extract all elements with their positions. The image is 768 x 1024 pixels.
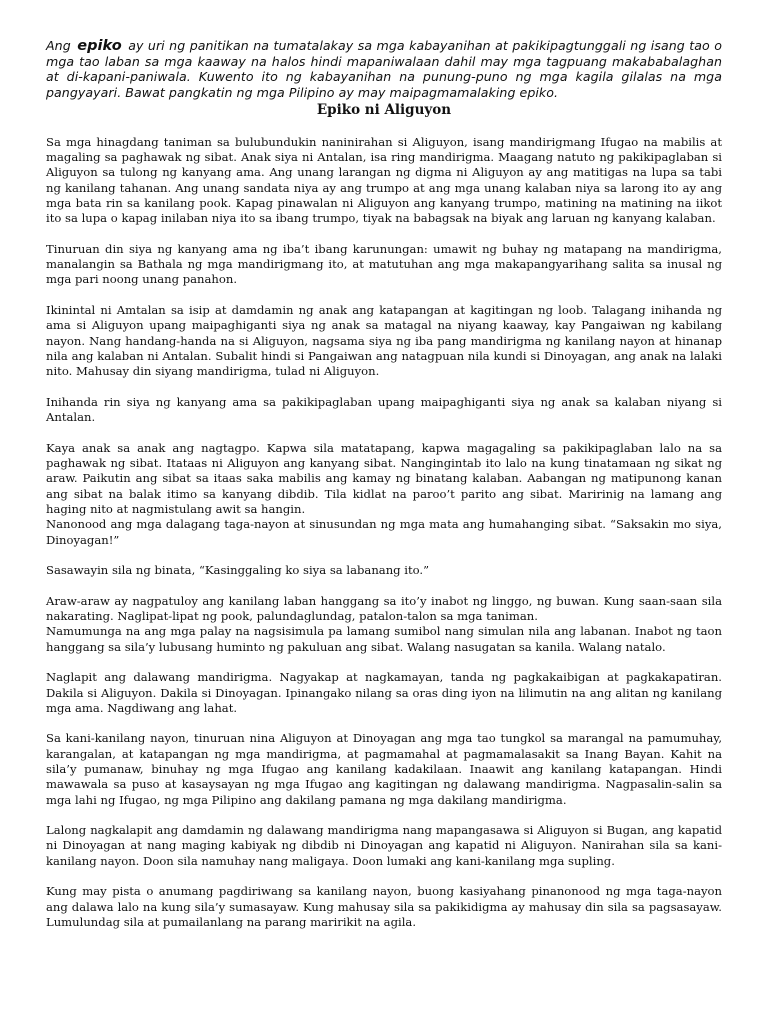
body-paragraph-3: Ikinintal ni Amtalan sa isip at damdamin ng anak ang katapangan at kagitingan ng loob. Talagang inihanda ng ama si Aliguyon upang maipaghiganti siya ng anak sa matagal na niyang kaaway, kay Pangaiwan ng kabilang nayon. Nang handang-handa na si Aliguyon, nagsama siya ng iba pang mandirigma ng kanilang nayon at hinanap nila ang kalaban ni Antalan. Subalit hindi si Pangaiwan ang natagpuan nila kundi si Dinoyagan, ang anak na lalaki nito. Mahusay din siyang mandirigma, tulad ni Aliguyon. [46,303,722,379]
intro-body: ay uri ng panitikan na tumatalakay sa mga kabayanihan at pakikipagtunggali ng isang tao o mga tao laban sa mga kaaway na halos hindi mapaniwalaan dahil may mga tagpuang makababalaghan at di-kapani-paniwala. Kuwento ito ng kabayanihan na punung-puno ng mga kagila gilalas na mga pangyayari. Bawat pangkatin ng mga Pilipino ay may maipagmamalaking epiko. [46,38,722,100]
body-paragraph-4: Inihanda rin siya ng kanyang ama sa pakikipaglaban upang maipaghiganti siya ng anak sa kalaban niyang si Antalan. [46,394,722,425]
body-paragraph-2: Tinuruan din siya ng kanyang ama ng iba’t ibang karunungan: umawit ng buhay ng matapang na mandirigma, manalangin sa Bathala ng mga mandirigmang ito, at matutuhan ang mga makapangyarihang salita sa inusal ng mga pari noong unang panahon. [46,241,722,287]
body-paragraph-12: Lalong nagkalapit ang damdamin ng dalawang mandirigma nang mapangasawa si Aliguyon si Bugan, ang kapatid ni Dinoyagan at nang maging kabiyak ng dibdib ni Dinoyagan ang kapatid ni Aliguyon. Nanirahan sila sa kani-kanilang nayon. Doon sila namuhay nang maligaya. Doon lumaki ang kani-kanilang mga supling. [46,823,722,868]
body-paragraph-5: Kaya anak sa anak ang nagtagpo. Kapwa sila matatapang, kapwa magagaling sa pakikipaglaban lalo na sa paghawak ng sibat. Itataas ni Aliguyon ang kanyang sibat. Nangingintab ito lalo na kung tinatamaan ng sikat ng araw. Paikutin ang sibat sa itaas saka mabilis ang kamay ng binatang kalaban. Aabangan ng matipunong kanan ang sibat na balak itimo sa kanyang dibdib. Tila kidlat na paroo’t parito ang sibat. Maririnig na lamang ang haging nito at nagmistulang awit sa hangin. [46,440,722,516]
body-paragraph-1: Sa mga hinagdang taniman sa bulubundukin naninirahan si Aliguyon, isang mandirigmang Ifugao na mabilis at magaling sa paghawak ng sibat. Anak siya ni Antalan, isa ring mandirigma. Maagang natuto ng pakikipaglaban si Aliguyon sa tulong ng kanyang ama. Ang unang larangan ng digma ni Aliguyon ay ang matitigas na lupa sa tabi ng kanilang tahanan. Ang unang sandata niya ay ang trumpo at ang mga unang kalaban niya sa larong ito ay ang mga bata rin sa kanilang pook. Kapag pinawalan ni Aliguyon ang kanyang trumpo, matining na matining na iikot ito sa lupa o kapag inilaban niya ito sa ibang trumpo, tiyak na babagsak na biyak ang laruan ng kanyang kalaban. [46,134,722,226]
body-paragraph-9: Namumunga na ang mga palay na nagsisimula pa lamang sumibol nang simulan nila ang labanan. Inabot ng taon hanggang sa sila’y lubusang huminto ng pakuluan ang sibat. Walang nasugatan sa kanila. Walang natalo. [46,624,722,654]
epic-title: Epiko ni Aliguyon [316,101,452,118]
body-paragraph-10: Naglapit ang dalawang mandirigma. Nagyakap at nagkamayan, tanda ng pagkakaibigan at pagkakapatiran. Dakila si Aliguyon. Dakila si Dinoyagan. Ipinangako nilang sa oras ding iyon na lilimutin na ang alitan ng kanilang mga ama. Nagdiwang ang lahat. [46,670,722,715]
intro-paragraph [46,38,722,100]
body-paragraph-6: Nanonood ang mga dalagang taga-nayon at sinusundan ng mga mata ang humahanging sibat. “Saksakin mo siya, Dinoyagan!” [46,517,722,547]
intro-lead: Ang [46,38,71,53]
body-paragraph-7: Sasawayin sila ng binata, “Kasinggaling ko siya sa labanang ito.” [46,563,430,578]
body-paragraph-8: Araw-araw ay nagpatuloy ang kanilang laban hanggang sa ito’y inabot ng linggo, ng buwan. Kung saan-saan sila nakarating. Naglipat-lipat ng pook, palundaglundag, patalon-talon sa mga taniman. [46,593,722,624]
intro-keyword: epiko [77,38,122,54]
body-paragraph-13: Kung may pista o anumang pagdiriwang sa kanilang nayon, buong kasiyahang pinanonood ng mga taga-nayon ang dalawa lalo na kung sila’y sumasayaw. Kung mahusay sila sa pakikidigma ay mahusay din sila sa pagsasayaw. Lumulundag sila at pumailanlang na parang maririkit na agila. [46,884,722,929]
body-paragraph-11: Sa kani-kanilang nayon, tinuruan nina Aliguyon at Dinoyagan ang mga tao tungkol sa marangal na pamumuhay, karangalan, at katapangan ng mga mandirigma, at pagmamahal at pagmamalasakit sa Inang Bayan. Kahit na sila’y pumanaw, binuhay ng mga Ifugao ang kanilang kadakilaan. Inaawit ang kanilang katapangan. Hindi mawawala sa puso at kasaysayan ng mga Ifugao ang kagitingan ng dalawang mandirigma. Nagpasalin-salin sa mga lahi ng Ifugao, ng mga Pilipino ang dakilang pamana ng mga dakilang mandirigma. [46,731,722,807]
